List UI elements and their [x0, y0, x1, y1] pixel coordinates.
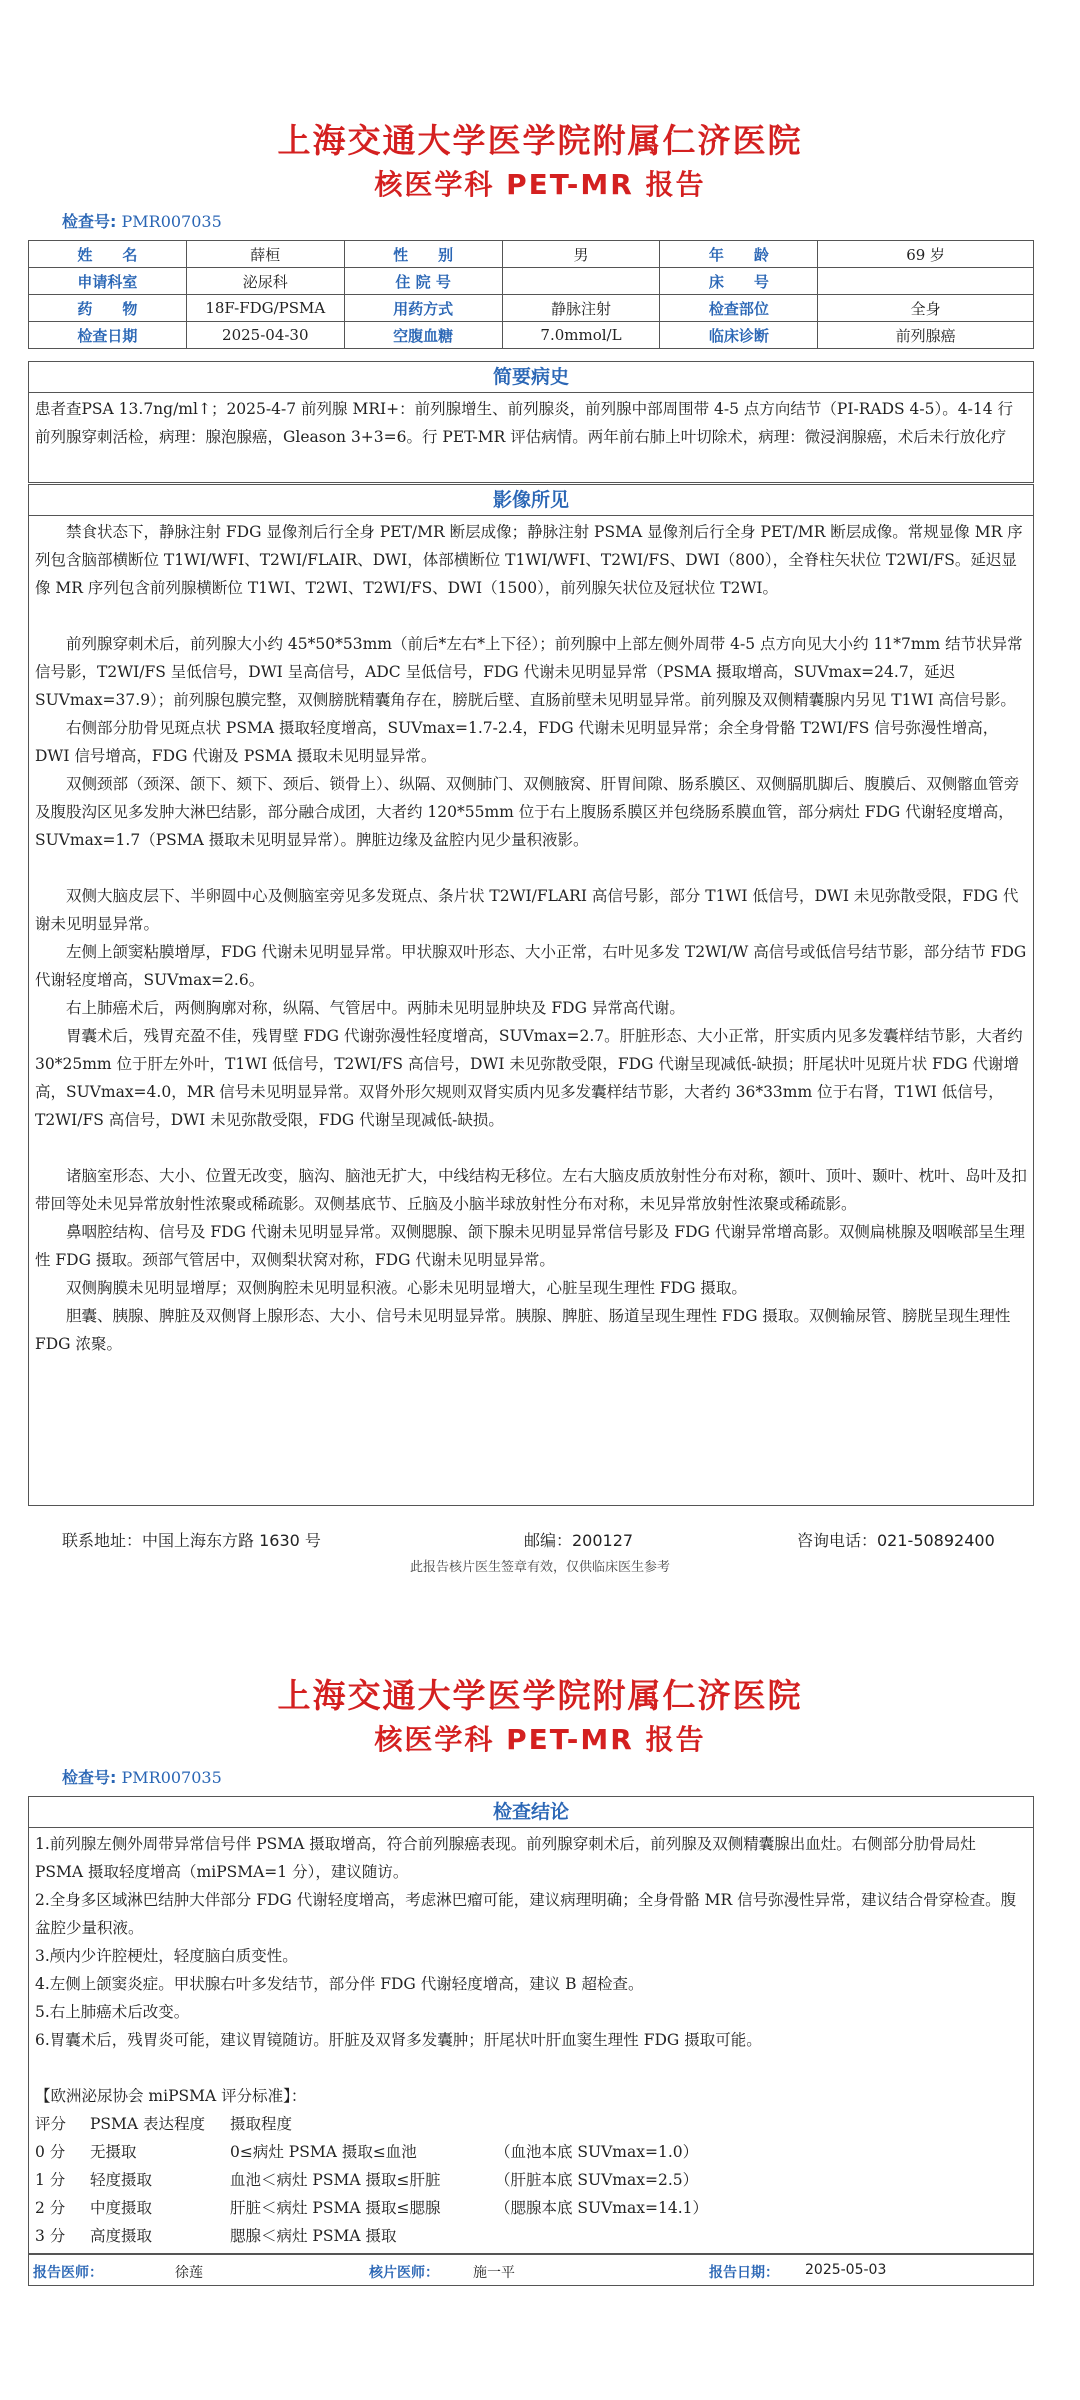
criteria-row [35, 2166, 1027, 2194]
report-doctor-name: 徐莲 [175, 2265, 203, 2281]
site-value: 全身 [818, 295, 1034, 322]
drug-value: 18F-FDG/PSMA [186, 295, 344, 322]
glucose-label: 空腹血糖 [344, 322, 502, 349]
report-date-value: 2025-05-03 [805, 2262, 887, 2278]
criteria-header [35, 2110, 1027, 2138]
dept-value: 泌尿科 [186, 268, 344, 295]
postcode-text: 邮编：200127 [524, 1531, 634, 1550]
findings-para: 胆囊、胰腺、脾脏及双侧肾上腺形态、大小、信号未见明显异常。胰腺、脾脏、肠道呈现生理性 FDG 摄取。双侧输尿管、膀胱呈现生理性 FDG 浓聚。 [35, 1307, 1011, 1353]
conclusion-item: 2.全身多区域淋巴结肿大伴部分 FDG 代谢轻度增高，考虑淋巴瘤可能，建议病理明确；全身骨骼 MR 信号弥漫性异常，建议结合骨穿检查。腹盆腔少量积液。 [35, 1891, 1017, 1937]
method-label: 用药方式 [344, 295, 502, 322]
method-value: 静脉注射 [502, 295, 660, 322]
conclusion-item: 5.右上肺癌术后改变。 [35, 2003, 190, 2021]
findings-para: 诸脑室形态、大小、位置无改变，脑沟、脑池无扩大，中线结构无移位。左右大脑皮质放射性分布对称，额叶、顶叶、颞叶、枕叶、岛叶及扣带回等处未见异常放射性浓聚或稀疏影。双侧基底节、丘脑及小脑半球放射性分布对称，未见异常放射性浓聚或稀疏影。 [35, 1167, 1028, 1213]
criteria-cell: 摄取程度 [230, 2115, 293, 2133]
findings-section [28, 484, 1034, 1506]
findings-para: 双侧大脑皮层下、半卵圆中心及侧脑室旁见多发斑点、条片状 T2WI/FLARI 高信号影，部分 T1WI 低信号，DWI 未见弥散受限，FDG 代谢未见明显异常。 [35, 887, 1019, 933]
department-title: 核医学科 PET-MR 报告 [374, 1723, 706, 1756]
findings-para: 左侧上颌窦粘膜增厚，FDG 代谢未见明显异常。甲状腺双叶形态、大小正常，右叶见多发 T2WI/W 高信号或低信号结节影，部分结节 FDG 代谢轻度增高，SUVmax=2.6。 [35, 943, 1027, 989]
findings-para: 鼻咽腔结构、信号及 FDG 代谢未见明显异常。双侧腮腺、颌下腺未见明显异常信号影及 FDG 代谢异常增高影。双侧扁桃腺及咽喉部呈生理性 FDG 摄取。颈部气管居中，双侧梨状窝对称，FDG 代谢未见明显异常。 [35, 1223, 1025, 1269]
criteria-title: 【欧洲泌尿协会 miPSMA 评分标准】： [35, 2087, 307, 2105]
conclusion-item: 3.颅内少许腔梗灶，轻度脑白质变性。 [35, 1947, 298, 1965]
glucose-value: 7.0mmol/L [502, 322, 660, 349]
criteria-cell: 0 分 [35, 2143, 66, 2161]
criteria-cell: 1 分 [35, 2171, 66, 2189]
criteria-cell: 0≤病灶 PSMA 摄取≤血池 [230, 2143, 417, 2161]
criteria-row [35, 2194, 1027, 2222]
criteria-row [35, 2138, 1027, 2166]
diag-label: 临床诊断 [660, 322, 818, 349]
findings-para: 禁食状态下，静脉注射 FDG 显像剂后行全身 PET/MR 断层成像；静脉注射 PSMA 显像剂后行全身 PET/MR 断层成像。常规显像 MR 序列包含脑部横断位 T1WI/WFI、T2WI/FLAIR、DWI，体部横断位 T1WI/WFI、T2WI/FS、DWI（800），全脊柱矢状位 T2WI/FS。延迟显像 MR 序列包含前列腺横断位 T1WI、T2WI、T2WI/FS、DWI（1500），前列腺矢状位及冠状位 T2WI。 [35, 523, 1023, 597]
hospital-title: 上海交通大学医学院附属仁济医院 [277, 121, 803, 160]
name-label: 姓 名 [29, 241, 187, 268]
criteria-cell: （腮腺本底 SUVmax=14.1） [495, 2199, 708, 2217]
sex-label: 性 别 [344, 241, 502, 268]
history-title: 简要病史 [29, 362, 1033, 393]
exam-number [62, 209, 222, 232]
date-label: 检查日期 [29, 322, 187, 349]
findings-para: 胃囊术后，残胃充盈不佳，残胃壁 FDG 代谢弥漫性轻度增高，SUVmax=2.7。肝脏形态、大小正常，肝实质内见多发囊样结节影，大者约 30*25mm 位于肝左外叶，T1WI 低信号，T2WI/FS 高信号，DWI 未见弥散受限，FDG 代谢呈现减低-缺损；肝尾状叶见斑片状 FDG 代谢增高，SUVmax=4.0，MR 信号未见明显异常。双肾外形欠规则双肾实质内见多发囊样结节影，大者约 36*33mm 位于右肾，T1WI 低信号，T2WI/FS 高信号，DWI 未见弥散受限，FDG 代谢呈现减低-缺损。 [35, 1027, 1023, 1129]
signature-bar [28, 2254, 1034, 2286]
conclusion-item: 1.前列腺左侧外周带异常信号伴 PSMA 摄取增高，符合前列腺癌表现。前列腺穿刺术后，前列腺及双侧精囊腺出血灶。右侧部分肋骨局灶 PSMA 摄取轻度增高（miPSMA=1 分），建议随访。 [35, 1835, 976, 1881]
findings-para: 双侧胸膜未见明显增厚；双侧胸腔未见明显积液。心影未见明显增大，心脏呈现生理性 FDG 摄取。 [66, 1279, 747, 1297]
conclusion-section [28, 1796, 1034, 2254]
criteria-cell: 2 分 [35, 2199, 66, 2217]
conclusion-item: 6.胃囊术后，残胃炎可能，建议胃镜随访。肝脏及双肾多发囊肿；肝尾状叶肝血窦生理性 FDG 摄取可能。 [35, 2031, 762, 2049]
date-value: 2025-04-30 [186, 322, 344, 349]
department-title: 核医学科 PET-MR 报告 [374, 168, 706, 201]
bed-value [818, 268, 1034, 295]
review-doctor-name: 施一平 [473, 2265, 515, 2281]
age-value: 69 岁 [818, 241, 1034, 268]
exam-number-label: 检查号: [62, 212, 117, 231]
exam-number-label: 检查号: [62, 1768, 117, 1787]
conclusion-title: 检查结论 [29, 1797, 1033, 1828]
report-date-label: 报告日期： [709, 2265, 779, 2281]
criteria-row [35, 2222, 1027, 2250]
conclusion-item: 4.左侧上颌窦炎症。甲状腺右叶多发结节，部分伴 FDG 代谢轻度增高，建议 B 超检查。 [35, 1975, 644, 1993]
hospital-title: 上海交通大学医学院附属仁济医院 [277, 1676, 803, 1715]
inpatient-value [502, 268, 660, 295]
criteria-cell: 肝脏＜病灶 PSMA 摄取≤腮腺 [230, 2199, 441, 2217]
history-text: 患者查PSA 13.7ng/ml↑；2025-4-7 前列腺 MRI+：前列腺增生、前列腺炎，前列腺中部周围带 4-5 点方向结节（PI-RADS 4-5）。4-14 行前列腺穿刺活检，病理：腺泡腺癌，Gleason 3+3=6。行 PET-MR 评估病情。两年前右肺上叶切除术，病理：微浸润腺癌，术后未行放化疗 [35, 400, 1014, 446]
criteria-cell: 腮腺＜病灶 PSMA 摄取 [230, 2227, 397, 2245]
criteria-cell: （血池本底 SUVmax=1.0） [495, 2143, 699, 2161]
criteria-cell: 3 分 [35, 2227, 66, 2245]
criteria-cell: 评分 [35, 2115, 67, 2133]
diag-value: 前列腺癌 [818, 322, 1034, 349]
dept-label: 申请科室 [29, 268, 187, 295]
criteria-cell: 高度摄取 [90, 2227, 153, 2245]
exam-number-value: PMR007035 [121, 212, 222, 231]
exam-number [62, 1765, 222, 1788]
age-label: 年 龄 [660, 241, 818, 268]
address-text: 联系地址：中国上海东方路 1630 号 [62, 1531, 321, 1550]
findings-title: 影像所见 [29, 485, 1033, 516]
sex-value: 男 [502, 241, 660, 268]
criteria-cell: （肝脏本底 SUVmax=2.5） [495, 2171, 699, 2189]
criteria-cell: 无摄取 [90, 2143, 137, 2161]
inpatient-label: 住 院 号 [344, 268, 502, 295]
criteria-cell: 血池＜病灶 PSMA 摄取≤肝脏 [230, 2171, 441, 2189]
site-label: 检查部位 [660, 295, 818, 322]
findings-para: 双侧颈部（颈深、颌下、颏下、颈后、锁骨上）、纵隔、双侧肺门、双侧腋窝、肝胃间隙、肠系膜区、双侧膈肌脚后、腹膜后、双侧髂血管旁及腹股沟区见多发肿大淋巴结影，部分融合成团，大者约 120*55mm 位于右上腹肠系膜区并包绕肠系膜血管，部分病灶 FDG 代谢轻度增高，SUVmax=1.7（PSMA 摄取未见明显异常）。脾脏边缘及盆腔内见少量积液影。 [35, 775, 1020, 849]
name-value: 薛桓 [186, 241, 344, 268]
findings-para: 右侧部分肋骨见斑点状 PSMA 摄取轻度增高，SUVmax=1.7-2.4，FDG 代谢未见明显异常；余全身骨骼 T2WI/FS 信号弥漫性增高，DWI 信号增高，FDG 代谢及 PSMA 摄取未见明显异常。 [35, 719, 999, 765]
review-doctor-label: 核片医师： [369, 2265, 439, 2281]
phone-text: 咨询电话：021-50892400 [797, 1531, 995, 1550]
drug-label: 药 物 [29, 295, 187, 322]
history-section [28, 361, 1034, 483]
patient-info-table [28, 240, 1034, 349]
criteria-cell: 轻度摄取 [90, 2171, 153, 2189]
criteria-cell: 中度摄取 [90, 2199, 153, 2217]
findings-para: 前列腺穿刺术后，前列腺大小约 45*50*53mm（前后*左右*上下径）；前列腺中上部左侧外周带 4-5 点方向见大小约 11*7mm 结节状异常信号影，T2WI/FS 呈低信号，DWI 呈高信号，ADC 呈低信号，FDG 代谢未见明显异常（PSMA 摄取增高，SUVmax=24.7，延迟 SUVmax=37.9）；前列腺包膜完整，双侧膀胱精囊角存在，膀胱后壁、直肠前壁未见明显异常。前列腺及双侧精囊腺内另见 T1WI 高信号影。 [35, 635, 1023, 709]
criteria-cell: PSMA 表达程度 [90, 2115, 206, 2133]
findings-para: 右上肺癌术后，两侧胸廓对称，纵隔、气管居中。两肺未见明显肿块及 FDG 异常高代谢。 [66, 999, 685, 1017]
report-doctor-label: 报告医师： [33, 2265, 103, 2281]
bed-label: 床 号 [660, 268, 818, 295]
exam-number-value: PMR007035 [121, 1768, 222, 1787]
validity-note: 此报告核片医生签章有效，仅供临床医生参考 [409, 1560, 670, 1575]
